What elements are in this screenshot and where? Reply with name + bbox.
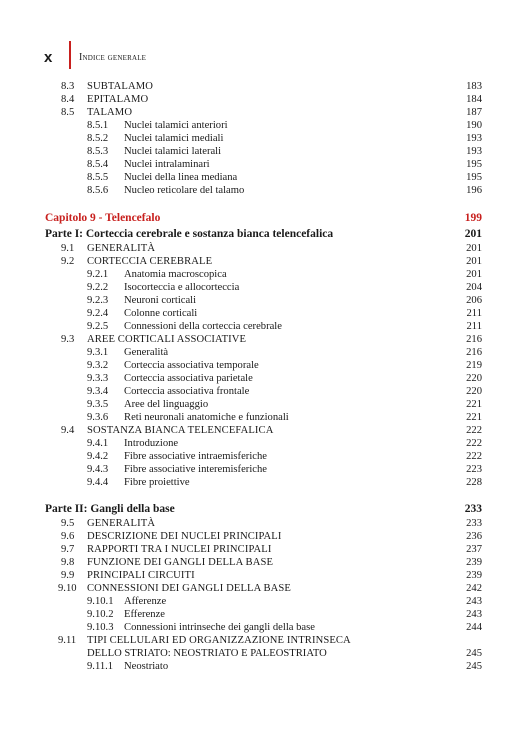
toc-entry-page: 220 [466,373,482,384]
toc-entry-number: 9.7 [61,544,75,555]
toc-entry[interactable] [0,333,527,346]
toc-entry-number: 9.2.1 [87,269,109,280]
toc-entry-title: Connessioni intrinseche dei gangli della base [124,622,315,633]
toc-entry-page: 243 [466,609,482,620]
toc-entry-page: 211 [466,308,482,319]
toc-entry[interactable] [0,556,527,569]
toc-entry-number: 9.4.2 [87,451,109,462]
toc-entry-page: 222 [466,451,482,462]
toc-entry[interactable] [0,268,527,281]
toc-entry-page: 233 [466,518,482,529]
toc-entry-number: 9.3.4 [87,386,109,397]
toc-entry-page: 204 [466,282,482,293]
toc-entry-title: Introduzione [124,438,179,449]
toc-entry[interactable] [0,210,527,227]
toc-entry-number: 9.3 [61,334,75,345]
toc-entry[interactable] [0,346,527,359]
toc-entry-number: 9.2 [61,256,75,267]
toc-entry[interactable] [0,517,527,530]
toc-entry-page: 201 [466,269,482,280]
toc-entry[interactable] [0,543,527,556]
toc-entry-page: 190 [466,120,482,131]
toc-entry[interactable] [0,608,527,621]
toc-entry[interactable] [0,582,527,595]
toc-entry[interactable] [0,145,527,158]
toc-entry-page: 201 [466,256,482,267]
toc-entry-page: 206 [466,295,482,306]
toc-entry-title: GENERALITÀ [87,243,156,254]
toc-entry-number: 9.6 [61,531,75,542]
toc-entry-number: 9.5 [61,518,75,529]
toc-entry-page: 196 [466,185,482,196]
toc-entry-title: Afferenze [124,596,167,607]
toc-entry[interactable] [0,530,527,543]
toc-entry-page: 220 [466,386,482,397]
toc-entry[interactable] [0,595,527,608]
toc-entry-number: 9.4.1 [87,438,109,449]
toc-entry-number: 8.5.3 [87,146,109,157]
toc-entry-title: RAPPORTI TRA I NUCLEI PRINCIPALI [87,544,272,555]
toc-entry[interactable] [0,385,527,398]
toc-entry-page: 245 [466,648,482,659]
toc-entry-title: CORTECCIA CEREBRALE [87,256,213,267]
toc-entry-number: 9.10 [58,583,77,594]
toc-entry-title: SOSTANZA BIANCA TELENCEFALICA [87,425,274,436]
toc-entry-title: AREE CORTICALI ASSOCIATIVE [87,334,247,345]
toc-entry-page: 221 [466,412,482,423]
toc-entry-number: 9.2.5 [87,321,109,332]
toc-entry-title: Nuclei della linea mediana [124,172,238,183]
toc-entry[interactable] [0,647,527,660]
toc-entry-number: 8.5.1 [87,120,109,131]
toc-entry[interactable] [0,634,527,647]
toc-entry-title: DELLO STRIATO: NEOSTRIATO E PALEOSTRIATO [87,648,327,659]
toc-entry-page: 201 [464,228,482,240]
toc-entry-title: Aree del linguaggio [124,399,209,410]
toc-entry-title: Reti neuronali anatomiche e funzionali [124,412,289,423]
toc-entry[interactable] [0,106,527,119]
toc-entry-title: EPITALAMO [87,94,149,105]
toc-entry[interactable] [0,437,527,450]
toc-entry[interactable] [0,132,527,145]
toc-entry-title: GENERALITÀ [87,518,156,529]
toc-entry-number: 9.3.6 [87,412,109,423]
toc-entry-page: 244 [466,622,482,633]
toc-entry-number: 9.1 [61,243,75,254]
toc-entry-number: 9.10.3 [87,622,114,633]
toc-entry-number: 9.11.1 [87,661,114,672]
toc-entry-page: 183 [466,81,482,92]
toc-entry[interactable] [0,184,527,197]
toc-entry-page: 228 [466,477,482,488]
toc-entry[interactable] [0,411,527,424]
toc-entry[interactable] [0,242,527,255]
toc-entry-title: CONNESSIONI DEI GANGLI DELLA BASE [87,583,291,594]
toc-entry-title: Colonne corticali [124,308,198,319]
toc-entry-title: PRINCIPALI CIRCUITI [87,570,195,581]
toc-entry-title: Fibre proiettive [124,477,190,488]
toc-entry-number: 9.3.3 [87,373,109,384]
toc-entry-number: 8.5.2 [87,133,109,144]
toc-entry-title: Nuclei talamici anteriori [124,120,228,131]
toc-entry-number: 8.5.5 [87,172,109,183]
toc-entry-title: Nuclei talamici mediali [124,133,224,144]
toc-entry-title: Isocorteccia e allocorteccia [124,282,240,293]
toc-entry-number: 9.11 [58,635,77,646]
toc-entry-title: Fibre associative interemisferiche [124,464,267,475]
toc-entry[interactable] [0,80,527,93]
toc-entry-number: 8.5.6 [87,185,109,196]
toc-entry-number: 9.2.2 [87,282,109,293]
toc-entry-title: Corteccia associativa temporale [124,360,259,371]
toc-entry-title: Anatomia macroscopica [124,269,227,280]
toc-entry-page: 216 [466,347,482,358]
toc-entry-page: 239 [466,570,482,581]
toc-entry-number: 9.4.3 [87,464,109,475]
toc-entry-page: 222 [466,425,482,436]
toc-entry-page: 216 [466,334,482,345]
toc-entry[interactable] [0,119,527,132]
toc-entry-page: 239 [466,557,482,568]
toc-entry[interactable] [0,502,527,517]
toc-entry-number: 9.10.1 [87,596,114,607]
toc-entry-number: 9.10.2 [87,609,114,620]
toc-entry-number: 9.3.1 [87,347,109,358]
toc-entry-number: 9.9 [61,570,75,581]
page-number: x [44,49,53,66]
toc-entry-page: 187 [466,107,482,118]
toc-entry-number: 8.4 [61,94,75,105]
toc-entry[interactable] [0,621,527,634]
toc-entry[interactable] [0,294,527,307]
toc-entry-title: Fibre associative intraemisferiche [124,451,267,462]
toc-entry-title: Corteccia associativa parietale [124,373,253,384]
toc-entry-page: 184 [466,94,482,105]
toc-entry-number: 9.4.4 [87,477,109,488]
toc-entry[interactable] [0,424,527,437]
toc-entry-title: Corteccia associativa frontale [124,386,250,397]
toc-entry[interactable] [0,372,527,385]
toc-entry-title: Nucleo reticolare del talamo [124,185,245,196]
toc-entry-title: Generalità [124,347,169,358]
toc-entry-number: 9.2.3 [87,295,109,306]
toc-entry[interactable] [0,398,527,411]
toc-entry[interactable] [0,660,527,673]
toc-entry-page: 237 [466,544,482,555]
toc-entry-number: 9.8 [61,557,75,568]
table-of-contents [0,80,527,673]
header-rule [69,41,71,69]
toc-entry[interactable] [0,450,527,463]
toc-entry-title: Neostriato [124,661,169,672]
toc-entry-title: Capitolo 9 - Telencefalo [45,212,161,224]
toc-entry-number: 8.5.4 [87,159,109,170]
toc-entry-page: 199 [464,212,482,224]
toc-entry-title: Parte I: Corteccia cerebrale e sostanza bianca telencefalica [45,228,334,240]
toc-entry-page: 219 [466,360,482,371]
toc-entry-page: 245 [466,661,482,672]
toc-entry[interactable] [0,158,527,171]
toc-entry-title: SUBTALAMO [87,81,153,92]
toc-entry-page: 222 [466,438,482,449]
toc-entry-title: Nuclei intralaminari [124,159,210,170]
toc-entry[interactable] [0,93,527,106]
toc-entry[interactable] [0,320,527,333]
toc-entry-page: 233 [464,503,482,515]
toc-entry-number: 8.5 [61,107,75,118]
toc-entry-page: 242 [466,583,482,594]
toc-entry-title: Neuroni corticali [124,295,197,306]
toc-entry-title: Efferenze [124,609,165,620]
toc-entry-number: 9.2.4 [87,308,109,319]
toc-entry-title: DESCRIZIONE DEI NUCLEI PRINCIPALI [87,531,282,542]
toc-entry[interactable] [0,476,527,489]
running-title: Indice generale [79,52,147,63]
toc-entry-title: Connessioni della corteccia cerebrale [124,321,282,332]
toc-entry[interactable] [0,255,527,268]
running-header [44,49,484,73]
toc-entry-page: 195 [466,172,482,183]
toc-entry-number: 9.3.5 [87,399,109,410]
toc-entry-page: 201 [466,243,482,254]
toc-entry-title: FUNZIONE DEI GANGLI DELLA BASE [87,557,274,568]
toc-entry-page: 236 [466,531,482,542]
toc-entry-number: 9.4 [61,425,75,436]
toc-entry-number: 8.3 [61,81,75,92]
toc-entry-title: Nuclei talamici laterali [124,146,222,157]
toc-entry-title: TIPI CELLULARI ED ORGANIZZAZIONE INTRINSECA [87,635,351,646]
toc-entry[interactable] [0,171,527,184]
toc-entry-page: 193 [466,133,482,144]
toc-entry-page: 243 [466,596,482,607]
toc-entry-page: 221 [466,399,482,410]
toc-entry-page: 211 [466,321,482,332]
toc-entry-number: 9.3.2 [87,360,109,371]
toc-entry-page: 193 [466,146,482,157]
toc-entry[interactable] [0,359,527,372]
toc-entry[interactable] [0,569,527,582]
toc-entry[interactable] [0,227,527,242]
toc-entry-page: 223 [466,464,482,475]
toc-entry-page: 195 [466,159,482,170]
toc-entry-title: TALAMO [87,107,133,118]
toc-entry[interactable] [0,463,527,476]
toc-entry[interactable] [0,281,527,294]
toc-entry-title: Parte II: Gangli della base [45,503,175,515]
toc-entry[interactable] [0,307,527,320]
